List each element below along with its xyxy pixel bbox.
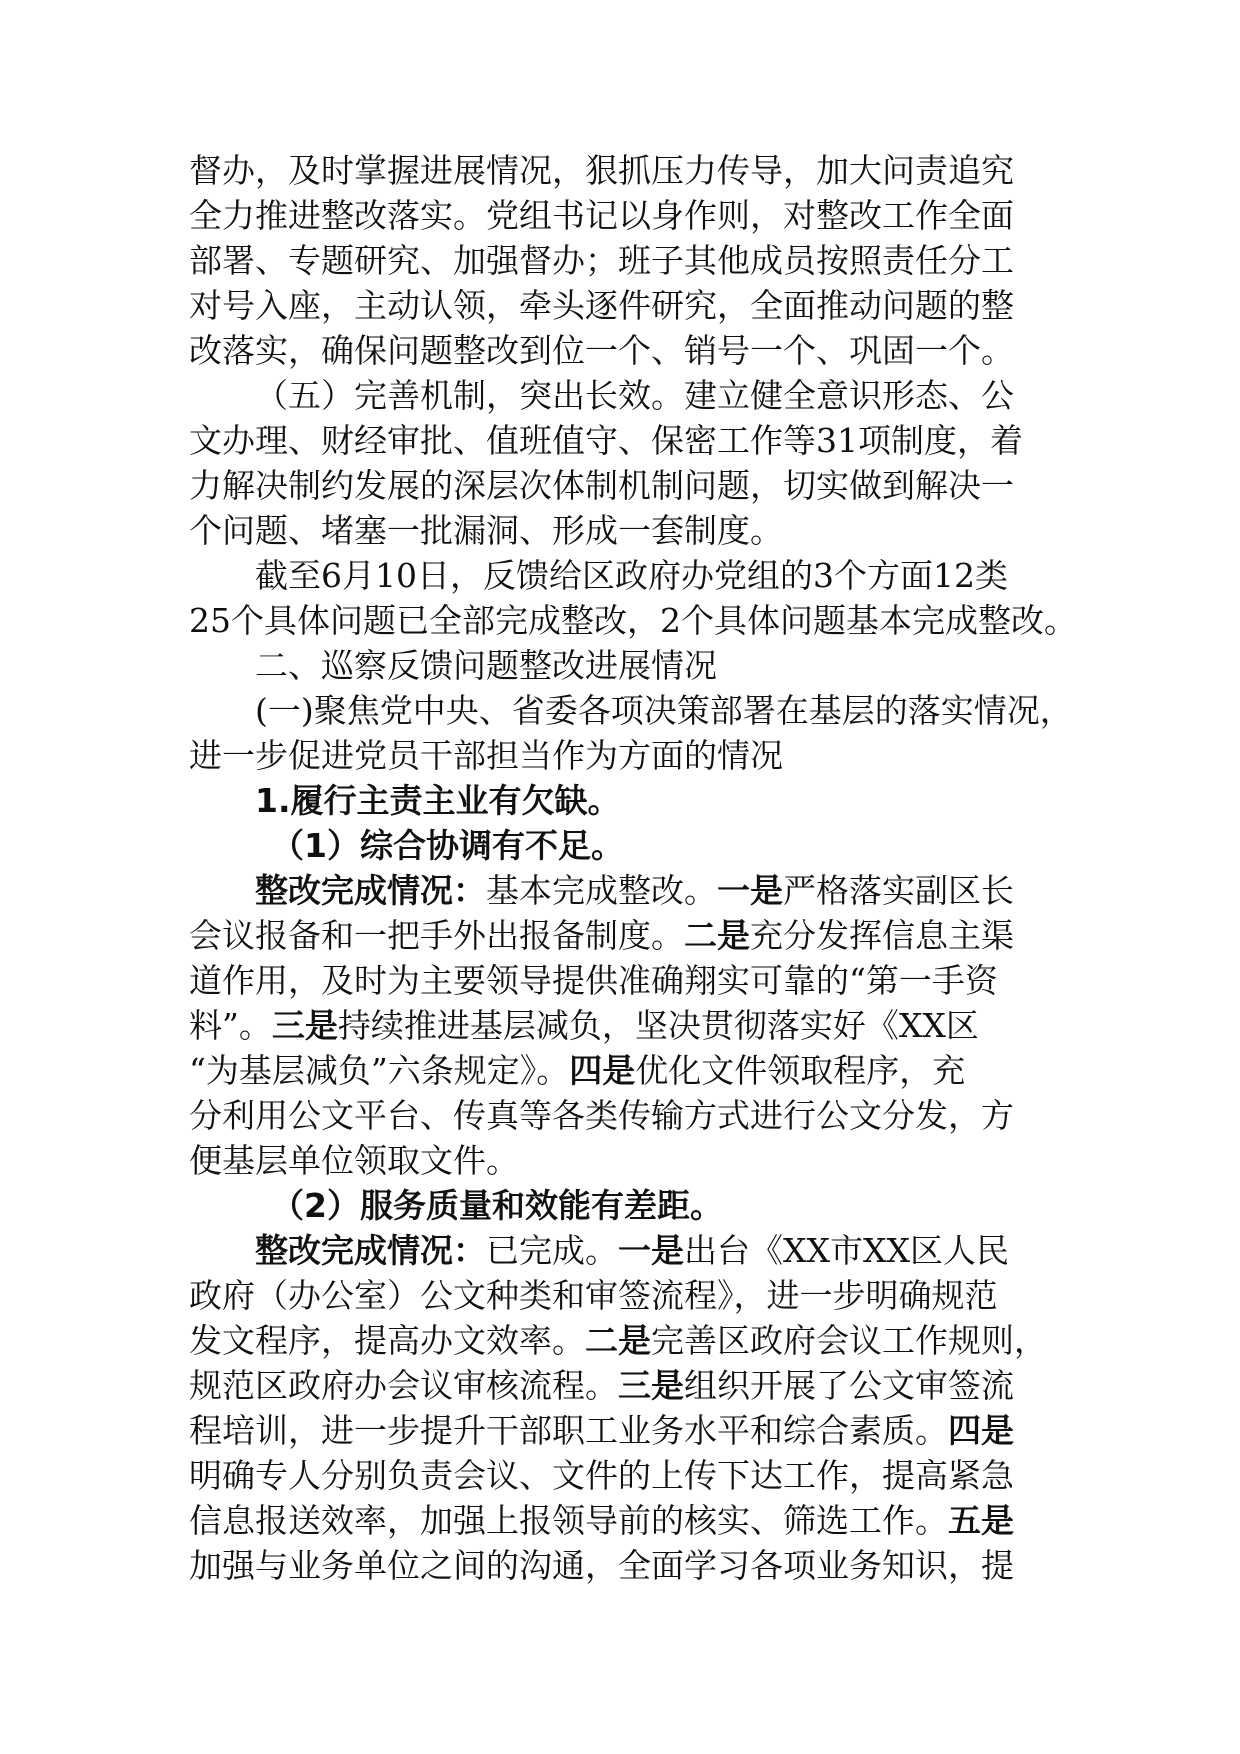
- text-line: [189, 508, 1089, 553]
- text-segment: 充分发挥信息主渠: [750, 916, 1014, 955]
- text-segment: (一)聚焦党中央、省委各项决策部署在基层的落实情况，: [255, 691, 1073, 730]
- text-segment: 料”。: [189, 1006, 272, 1045]
- text-segment: 程培训，进一步提升干部职工业务水平和综合素质。: [189, 1411, 948, 1450]
- text-segment: “为基层减负”六条规定》。: [189, 1051, 570, 1090]
- text-line: [189, 1408, 1089, 1453]
- item-heading: [189, 778, 1089, 823]
- text-line: [189, 1543, 1089, 1588]
- text-segment: 力解决制约发展的深层次体制机制问题，切实做到解决一: [189, 466, 1014, 505]
- text-line: [189, 418, 1089, 463]
- sub-item-heading: [189, 823, 1089, 868]
- text-line: [189, 463, 1089, 508]
- text-segment: 组织开展了公文审签流: [684, 1366, 1014, 1405]
- text-segment: 改落实，确保问题整改到位一个、销号一个、巩固一个。: [189, 331, 1014, 370]
- text-line: [189, 193, 1089, 238]
- bold-text-segment: 二是: [585, 1321, 651, 1360]
- text-segment: 加强与业务单位之间的沟通，全面学习各项业务知识，提: [189, 1546, 1014, 1585]
- text-line: [189, 1138, 1089, 1183]
- text-segment: 会议报备和一把手外出报备制度。: [189, 916, 684, 955]
- text-segment: 个问题、堵塞一批漏洞、形成一套制度。: [189, 511, 783, 550]
- section-heading: [189, 643, 1089, 688]
- text-segment: 发文程序，提高办文效率。: [189, 1321, 585, 1360]
- text-line: [189, 1048, 1089, 1093]
- bold-text-segment: 1.履行主责主业有欠缺。: [255, 781, 621, 820]
- text-line: [189, 1363, 1089, 1408]
- text-line: [189, 328, 1089, 373]
- bold-text-segment: 一是: [717, 871, 783, 910]
- text-segment: 规范区政府办会议审核流程。: [189, 1366, 618, 1405]
- bold-text-segment: 二是: [684, 916, 750, 955]
- text-segment: 对号入座，主动认领，牵头逐件研究，全面推动问题的整: [189, 286, 1014, 325]
- bold-text-segment: 三是: [271, 1006, 338, 1045]
- text-segment: 进一步促进党员干部担当作为方面的情况: [189, 736, 783, 775]
- text-segment: 便基层单位领取文件。: [189, 1141, 519, 1180]
- paragraph-start: [189, 868, 1089, 913]
- bold-text-segment: （2）服务质量和效能有差距。: [271, 1186, 723, 1225]
- text-segment: 完善区政府会议工作规则，: [651, 1321, 1047, 1360]
- text-segment: （五）完善机制，突出长效。建立健全意识形态、公: [255, 376, 1014, 415]
- text-segment: 25个具体问题已全部完成整改，2个具体问题基本完成整改。: [189, 601, 1077, 640]
- text-line: [189, 733, 1089, 778]
- bold-text-segment: 整改完成情况：: [255, 1231, 486, 1270]
- text-segment: 已完成。: [486, 1231, 618, 1270]
- text-segment: 严格落实副区长: [783, 871, 1014, 910]
- text-segment: 基本完成整改。: [486, 871, 717, 910]
- text-line: [189, 1498, 1089, 1543]
- text-line: [189, 598, 1089, 643]
- paragraph-start: [189, 553, 1089, 598]
- section-heading: [189, 373, 1089, 418]
- text-line: [189, 283, 1089, 328]
- text-segment: 文办理、财经审批、值班值守、保密工作等31项制度，着: [189, 421, 1023, 460]
- text-segment: 部署、专题研究、加强督办；班子其他成员按照责任分工: [189, 241, 1014, 280]
- bold-text-segment: 五是: [948, 1501, 1014, 1540]
- text-segment: 政府（办公室）公文种类和审签流程》，进一步明确规范: [189, 1276, 998, 1315]
- bold-text-segment: 三是: [618, 1366, 684, 1405]
- sub-item-heading: [189, 1183, 1089, 1228]
- text-line: [189, 958, 1089, 1003]
- text-line: [189, 1318, 1089, 1363]
- bold-text-segment: 整改完成情况：: [255, 871, 486, 910]
- text-line: [189, 913, 1089, 958]
- text-line: [189, 1003, 1089, 1048]
- text-line: [189, 1273, 1089, 1318]
- text-segment: 优化文件领取程序，充: [635, 1051, 966, 1090]
- paragraph-start: [189, 1228, 1089, 1273]
- text-segment: 督办，及时掌握进展情况，狠抓压力传导，加大问责追究: [189, 151, 1014, 190]
- text-segment: 出台《XX市XX区人民: [684, 1231, 1009, 1270]
- text-segment: 分利用公文平台、传真等各类传输方式进行公文分发，方: [189, 1096, 1014, 1135]
- bold-text-segment: 一是: [618, 1231, 684, 1270]
- text-line: [189, 1093, 1089, 1138]
- text-segment: 二、巡察反馈问题整改进展情况: [255, 646, 717, 685]
- subsection-heading: [189, 688, 1089, 733]
- text-line: [189, 148, 1089, 193]
- text-line: [189, 238, 1089, 283]
- document-body: [189, 148, 1089, 1588]
- text-segment: 明确专人分别负责会议、文件的上传下达工作，提高紧急: [189, 1456, 1014, 1495]
- text-segment: 全力推进整改落实。党组书记以身作则，对整改工作全面: [189, 196, 1014, 235]
- text-line: [189, 1453, 1089, 1498]
- bold-text-segment: 四是: [569, 1051, 636, 1090]
- text-segment: 截至6月10日，反馈给区政府办党组的3个方面12类: [255, 556, 1008, 595]
- text-segment: 信息报送效率，加强上报领导前的核实、筛选工作。: [189, 1501, 948, 1540]
- text-segment: 持续推进基层减负，坚决贯彻落实好《XX区: [337, 1006, 979, 1045]
- bold-text-segment: 四是: [948, 1411, 1014, 1450]
- bold-text-segment: （1）综合协调有不足。: [271, 826, 624, 865]
- text-segment: 道作用，及时为主要领导提供准确翔实可靠的“第一手资: [189, 961, 998, 1000]
